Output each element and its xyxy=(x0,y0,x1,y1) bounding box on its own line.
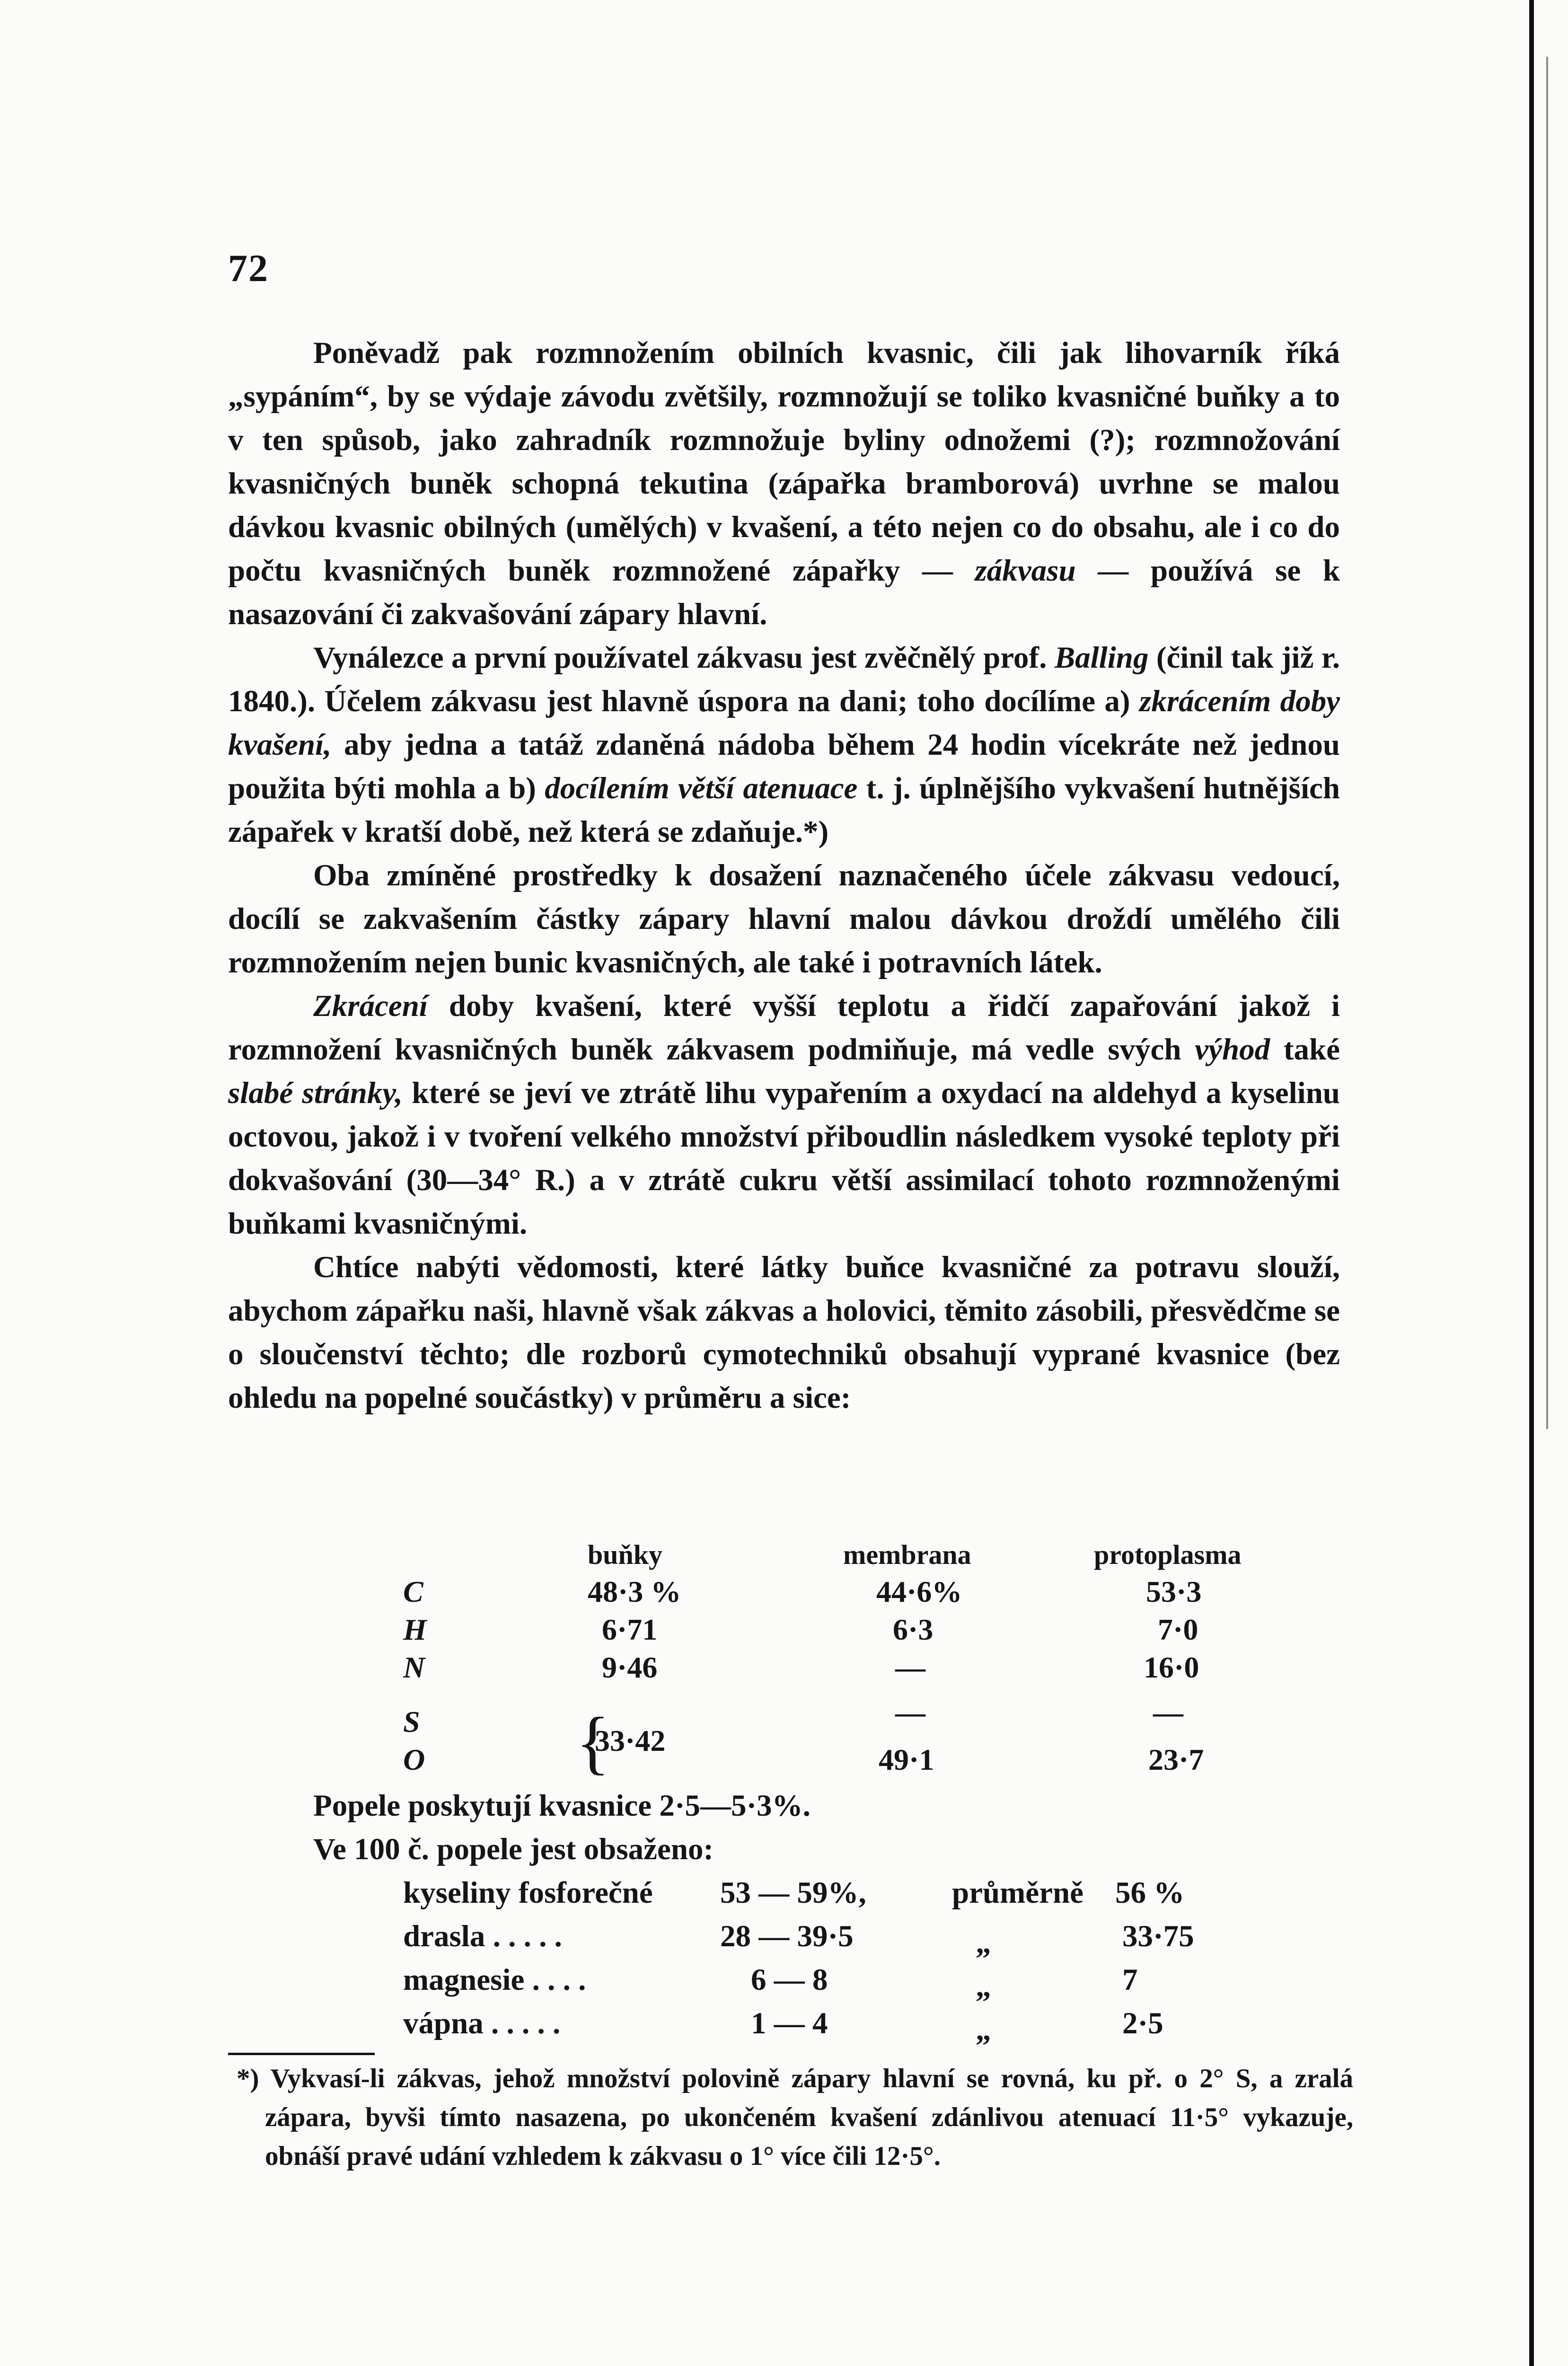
table-cell-protoplasma: 23·7 xyxy=(1148,1743,1204,1776)
ash-line-2: Ve 100 č. popele jest obsaženo: xyxy=(313,1832,714,1866)
paragraph-4: Zkrácení doby kvašení, které vyšší teplotu a řidčí zapařování jakož i rozmnožení kvasničných buněk zákvasem podmiňuje, má vedle svých výhod také slabé stránky, které se jeví ve ztrátě lihu vypařením a oxydací na aldehyd a kyselinu octovou, jakož i v tvoření velkého množství přiboudlin následkem vysoké teploty při dokvašování (30—34° R.) a v ztrátě cukru větší assimilací tohoto rozmnoženými buňkami kvasničnými. xyxy=(228,989,1340,1241)
composition-table xyxy=(228,1539,1340,1785)
ash-item-range: 6 — 8 xyxy=(751,1963,828,1997)
table-cell-membrana: — xyxy=(895,1651,925,1684)
paragraph-2: Vynálezce a první používatel zákvasu jest zvěčnělý prof. Balling (činil tak již r. 1840.). Účelem zákvasu jest hlavně úspora na dani; toho docílíme a) zkrácením doby kvašení, aby jedna a tatáž zdaněná nádoba během 24 hodin vícekráte než jednou použita býti mohla a b) docílením větší atenuace t. j. úplnějšího vykvašení hutnějších zápařek v kratší době, než která se zdaňuje.*) xyxy=(228,641,1340,849)
table-header-bunky: buňky xyxy=(588,1539,663,1570)
page-edge-rule xyxy=(1529,0,1534,2366)
footnote-text: *) Vykvasí-li zákvas, jehož množství polovině zápary hlavní se rovná, ku př. o 2° S, a zralá zápara, byvši tímto nasazena, po ukončeném kvašení zdánlivou atenuací 11·5° vykazuje, obnáší pravé udání vzhledem k zákvasu o 1° více čili 12·5°. xyxy=(237,2064,1353,2171)
footnote-divider xyxy=(228,2053,375,2055)
ash-item-avg: 2·5 xyxy=(1122,2006,1163,2040)
table-header-membrana: membrana xyxy=(843,1539,971,1570)
ash-line-1: Popele poskytují kvasnice 2·5—5·3%. xyxy=(313,1789,810,1823)
ash-item-avg: 33·75 xyxy=(1122,1919,1194,1953)
main-text xyxy=(228,331,1340,1420)
ash-item-avg-label: „ xyxy=(976,1926,991,1960)
table-row-symbol: S xyxy=(403,1705,420,1739)
ash-item-avg-label: „ xyxy=(976,2013,991,2047)
ash-item-name: magnesie . . . . xyxy=(403,1963,586,1997)
ash-item-avg-label: „ xyxy=(976,1969,991,2004)
table-row-symbol: H xyxy=(403,1613,427,1646)
table-row-symbol: O xyxy=(403,1743,425,1776)
page-number: 72 xyxy=(228,247,269,290)
page-edge-shadow xyxy=(1546,57,1548,1429)
paragraph-1: Poněvadž pak rozmnožením obilních kvasnic, čili jak lihovarník říká „sypáním“, by se výdaje závodu zvětšily, rozmnožují se toliko kvasničné buňky a to v ten spůsob, jako zahradník rozmnožuje byliny odnožemi (?); rozmnožování kvasničných buněk schopná tekutina (zápařka bramborová) uvrhne se malou dávkou kvasnic obilných (umělých) v kvašení, a této nejen co do obsahu, ale i co do počtu kvasničných buněk rozmnožené zápařky — zákvasu — používá se k nasazování či zakvašování zápary hlavní. xyxy=(228,336,1340,631)
ash-item-name: vápna . . . . . xyxy=(403,2006,561,2040)
table-header-protoplasma: protoplasma xyxy=(1094,1539,1242,1570)
paragraph-3: Oba zmíněné prostředky k dosažení naznačeného účele zákvasu vedoucí, docílí se zakvašením částky zápary hlavní malou dávkou droždí umělého čili rozmnožením nejen bunic kvasničných, ale také i potravních látek. xyxy=(228,858,1340,980)
table-cell-bunky: 9·46 xyxy=(602,1651,658,1684)
ash-item-name: kyseliny fosforečné xyxy=(403,1876,653,1910)
ash-item-name: drasla . . . . . xyxy=(403,1919,562,1953)
ash-item-range: 53 — 59%, xyxy=(720,1876,866,1910)
brace: { xyxy=(576,1703,610,1782)
table-cell-membrana: — xyxy=(895,1695,925,1729)
table-cell-bunky: 48·3 % xyxy=(588,1575,681,1608)
table-cell-protoplasma: 16·0 xyxy=(1144,1651,1199,1684)
table-cell-protoplasma: 53·3 xyxy=(1146,1575,1202,1608)
ash-item-avg-label: průměrně xyxy=(952,1876,1084,1910)
table-cell-so-combined: 33·42 xyxy=(595,1724,666,1757)
footnote xyxy=(237,2059,1353,2176)
table-cell-membrana: 44·6% xyxy=(876,1575,962,1608)
table-cell-protoplasma: 7·0 xyxy=(1158,1613,1198,1646)
ash-item-avg: 7 xyxy=(1122,1963,1138,1997)
table-row-symbol: N xyxy=(403,1651,425,1684)
ash-item-range: 1 — 4 xyxy=(751,2006,828,2040)
table-cell-bunky: 6·71 xyxy=(602,1613,658,1646)
ash-item-avg: 56 % xyxy=(1115,1876,1185,1910)
table-cell-membrana: 6·3 xyxy=(893,1613,934,1646)
table-cell-protoplasma: — xyxy=(1153,1695,1183,1729)
ash-item-range: 28 — 39·5 xyxy=(720,1919,854,1953)
paragraph-5: Chtíce nabýti vědomosti, které látky buňce kvasničné za potravu slouží, abychom zápařku naši, hlavně však zákvas a holovici, těmito zásobili, přesvědčme se o sloučenství těchto; dle rozborů cymotechniků obsahují vyprané kvasnice (bez ohledu na popelné součástky) v průměru a sice: xyxy=(228,1250,1340,1415)
table-cell-membrana: 49·1 xyxy=(879,1743,934,1776)
table-row-symbol: C xyxy=(403,1575,423,1608)
